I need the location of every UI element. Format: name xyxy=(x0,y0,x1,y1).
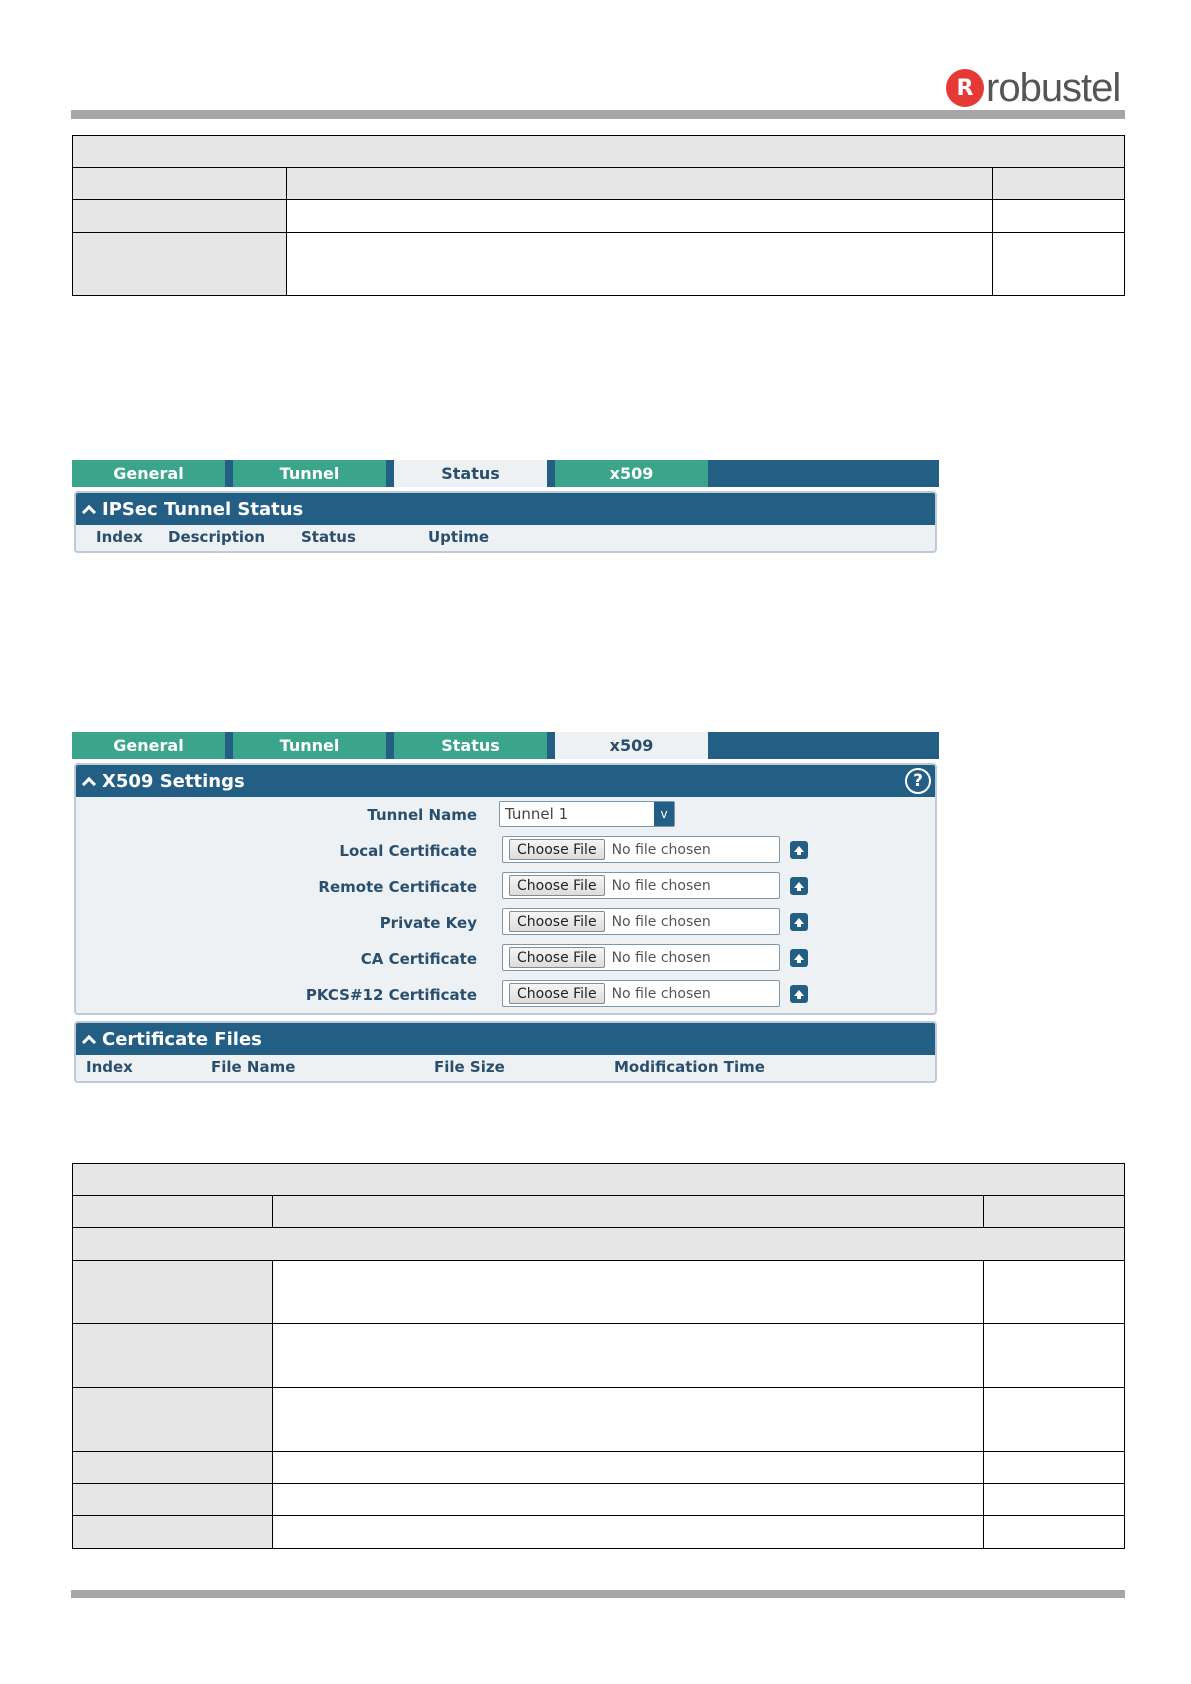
tab-bar xyxy=(72,732,939,759)
x509-form xyxy=(76,797,935,1013)
column-file-size: File Size xyxy=(434,1058,505,1076)
table-header-cell xyxy=(73,1164,1125,1196)
table-section-cell xyxy=(73,1228,1125,1261)
tab-x509[interactable]: x509 xyxy=(555,732,716,759)
private-key-label: Private Key xyxy=(379,914,477,932)
file-status: No file chosen xyxy=(611,913,711,930)
tunnel-name-select[interactable] xyxy=(499,801,675,827)
choose-file-button[interactable]: Choose File xyxy=(509,983,605,1004)
panel-title: Certificate Files xyxy=(102,1028,262,1050)
remote-certificate-label: Remote Certificate xyxy=(318,878,477,896)
panel-title: IPSec Tunnel Status xyxy=(102,498,304,520)
local-certificate-label: Local Certificate xyxy=(339,842,477,860)
doc-table-top xyxy=(72,135,1125,296)
tab-status[interactable]: Status xyxy=(394,732,555,759)
tab-tunnel[interactable]: Tunnel xyxy=(233,732,394,759)
choose-file-button[interactable]: Choose File xyxy=(509,911,605,932)
status-table-header xyxy=(76,525,935,551)
panel-header[interactable] xyxy=(76,1023,935,1055)
doc-table-bottom xyxy=(72,1163,1125,1549)
pkcs12-certificate-input[interactable] xyxy=(502,980,780,1007)
tab-general[interactable]: General xyxy=(72,732,233,759)
tab-bar xyxy=(72,460,939,487)
status-screenshot xyxy=(72,460,939,553)
upload-icon[interactable] xyxy=(790,913,808,931)
tab-general[interactable]: General xyxy=(72,460,233,487)
files-table-header xyxy=(76,1055,935,1081)
private-key-input[interactable] xyxy=(502,908,780,935)
header-divider xyxy=(71,110,1125,119)
help-icon[interactable]: ? xyxy=(905,768,931,794)
column-modification-time: Modification Time xyxy=(614,1058,765,1076)
choose-file-button[interactable]: Choose File xyxy=(509,947,605,968)
remote-certificate-input[interactable] xyxy=(502,872,780,899)
ipsec-tunnel-status-panel xyxy=(74,491,937,553)
ca-certificate-label: CA Certificate xyxy=(360,950,477,968)
chevron-up-icon[interactable] xyxy=(82,505,96,519)
column-index: Index xyxy=(96,528,143,546)
panel-header[interactable] xyxy=(76,765,935,797)
column-file-name: File Name xyxy=(211,1058,296,1076)
table-header-cell xyxy=(73,136,1125,168)
column-index: Index xyxy=(86,1058,133,1076)
logo-text: robustel xyxy=(986,65,1121,110)
column-description: Description xyxy=(168,528,266,546)
pkcs12-certificate-label: PKCS#12 Certificate xyxy=(305,986,477,1004)
logo-mark-icon: R xyxy=(946,69,984,107)
certificate-files-panel xyxy=(74,1021,937,1083)
x509-screenshot xyxy=(72,732,939,1083)
local-certificate-input[interactable] xyxy=(502,836,780,863)
column-uptime: Uptime xyxy=(428,528,490,546)
ca-certificate-input[interactable] xyxy=(502,944,780,971)
tunnel-name-label: Tunnel Name xyxy=(367,806,477,824)
panel-header[interactable] xyxy=(76,493,935,525)
tunnel-name-value: Tunnel 1 xyxy=(505,805,569,823)
upload-icon[interactable] xyxy=(790,985,808,1003)
column-status: Status xyxy=(301,528,356,546)
x509-settings-panel xyxy=(74,763,937,1015)
chevron-up-icon[interactable] xyxy=(82,1035,96,1049)
footer-divider xyxy=(71,1590,1125,1598)
file-status: No file chosen xyxy=(611,949,711,966)
upload-icon[interactable] xyxy=(790,841,808,859)
chevron-up-icon[interactable] xyxy=(82,777,96,791)
file-status: No file chosen xyxy=(611,841,711,858)
file-status: No file chosen xyxy=(611,877,711,894)
upload-icon[interactable] xyxy=(790,949,808,967)
tab-status[interactable]: Status xyxy=(394,460,555,487)
file-status: No file chosen xyxy=(611,985,711,1002)
choose-file-button[interactable]: Choose File xyxy=(509,839,605,860)
dropdown-arrow-icon[interactable]: v xyxy=(654,802,674,826)
tab-tunnel[interactable]: Tunnel xyxy=(233,460,394,487)
panel-title: X509 Settings xyxy=(102,770,245,792)
choose-file-button[interactable]: Choose File xyxy=(509,875,605,896)
tab-x509[interactable]: x509 xyxy=(555,460,716,487)
upload-icon[interactable] xyxy=(790,877,808,895)
robustel-logo xyxy=(946,66,1120,110)
